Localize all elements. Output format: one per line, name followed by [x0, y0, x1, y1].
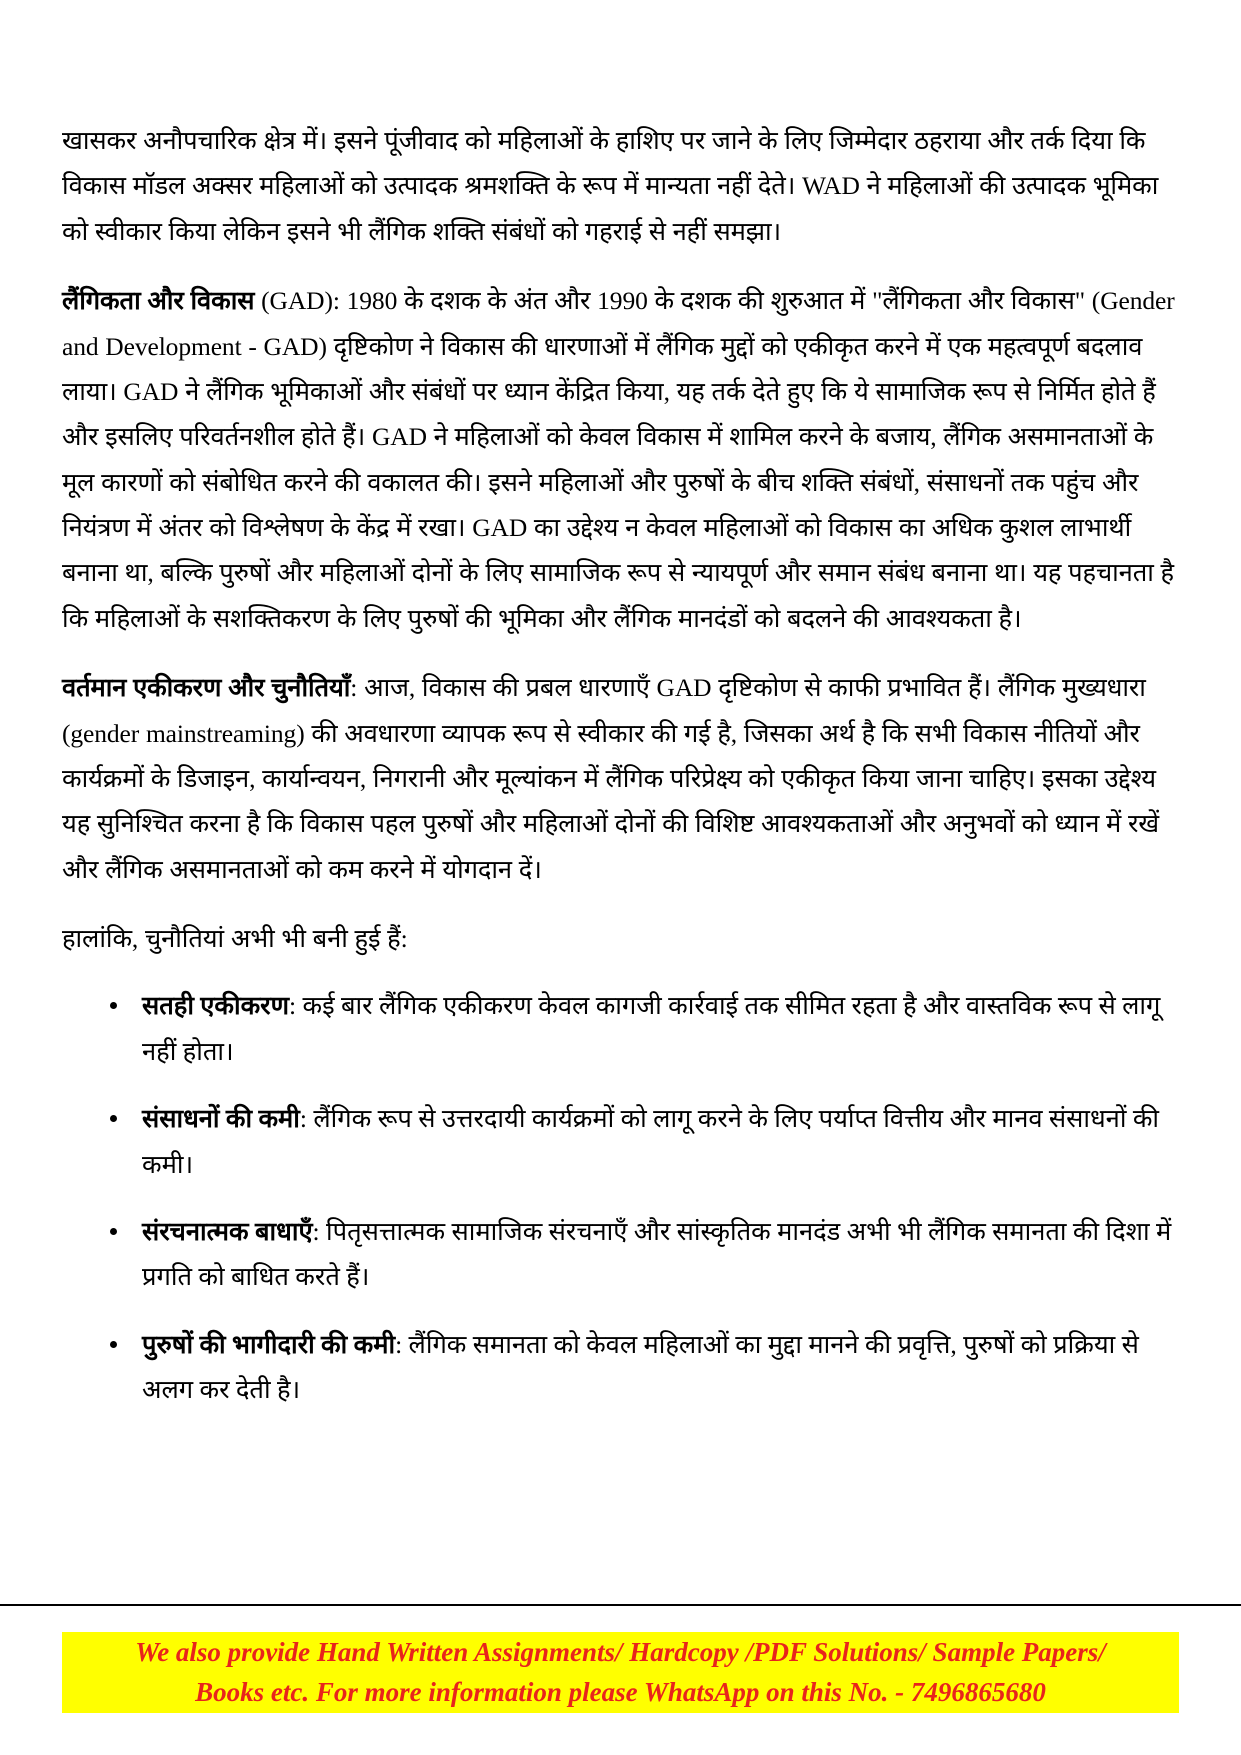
- list-item-heading-suffix: :: [299, 1104, 314, 1134]
- paragraph-3: [62, 665, 1180, 892]
- list-item-heading-suffix: :: [312, 1216, 327, 1246]
- list-item: [138, 983, 1180, 1074]
- list-item-heading-suffix: :: [395, 1329, 409, 1359]
- list-item-text: लैंगिक समानता को केवल महिलाओं का मुद्दा मानने की प्रवृत्ति, पुरुषों को प्रक्रिया से अलग कर देती है।: [142, 1329, 1139, 1404]
- list-item-heading: सतही एकीकरण: [142, 991, 290, 1021]
- list-item-heading: संसाधनों की कमी: [142, 1104, 300, 1134]
- list-item-heading: संरचनात्मक बाधाएँ: [142, 1216, 313, 1246]
- paragraph-3-text: आज, विकास की प्रबल धारणाएँ GAD दृष्टिकोण से काफी प्रभावित हैं। लैंगिक मुख्यधारा (gender mainstreaming) की अवधारणा व्यापक रूप से स्वीकार की गई है, जिसका अर्थ है कि सभी विकास नीतियों और कार्यक्रमों के डिजाइन, कार्यान्वयन, निगरानी और मूल्यांकन में लैंगिक परिप्रेक्ष्य को एकीकृत किया जाना चाहिए। इसका उद्देश्य यह सुनिश्चित करना है कि विकास पहल पुरुषों और महिलाओं दोनों की विशिष्ट आवश्यकताओं और अनुभवों को ध्यान में रखें और लैंगिक असमानताओं को कम करने में योगदान दें।: [62, 673, 1160, 884]
- promo-banner: [0, 1604, 1241, 1755]
- paragraph-4-text: हालांकि, चुनौतियां अभी भी बनी हुई हैं:: [62, 924, 408, 953]
- paragraph-4: [62, 916, 1180, 961]
- paragraph-3-heading-suffix: :: [350, 673, 365, 703]
- paragraph-1: [62, 118, 1180, 254]
- promo-line-1: We also provide Hand Written Assignments/ Hardcopy /PDF Solutions/ Sample Papers/: [62, 1632, 1179, 1672]
- promo-line-1-wrap: [62, 1632, 1179, 1672]
- list-item-text: कई बार लैंगिक एकीकरण केवल कागजी कार्रवाई तक सीमित रहता है और वास्तविक रूप से लागू नहीं होता।: [142, 991, 1161, 1066]
- paragraph-2-heading-suffix: (GAD):: [254, 286, 347, 316]
- list-item-heading: पुरुषों की भागीदारी की कमी: [142, 1329, 396, 1359]
- paragraph-1-text: खासकर अनौपचारिक क्षेत्र में। इसने पूंजीवाद को महिलाओं के हाशिए पर जाने के लिए जिम्मेदार ठहराया और तर्क दिया कि विकास मॉडल अक्सर महिलाओं को उत्पादक श्रमशक्ति के रूप में मान्यता नहीं देते। WAD ने महिलाओं की उत्पादक भूमिका को स्वीकार किया लेकिन इसने भी लैंगिक शक्ति संबंधों को गहराई से नहीं समझा।: [62, 126, 1159, 246]
- promo-banner-inner: [62, 1632, 1179, 1713]
- list-item-heading-suffix: :: [289, 991, 303, 1021]
- list-item: [138, 1322, 1180, 1413]
- list-item: [138, 1096, 1180, 1187]
- paragraph-2: [62, 278, 1180, 641]
- list-item-text: लैंगिक रूप से उत्तरदायी कार्यक्रमों को लागू करने के लिए पर्याप्त वित्तीय और मानव संसाधनों की कमी।: [142, 1104, 1160, 1179]
- paragraph-3-heading: वर्तमान एकीकरण और चुनौतियाँ: [62, 673, 351, 703]
- paragraph-2-heading: लैंगिकता और विकास: [62, 286, 255, 316]
- promo-line-2-wrap: [62, 1672, 1179, 1712]
- challenges-list: [62, 983, 1180, 1412]
- list-item: [138, 1209, 1180, 1300]
- paragraph-2-text: 1980 के दशक के अंत और 1990 के दशक की शुरुआत में "लैंगिकता और विकास" (Gender and Development - GAD) दृष्टिकोण ने विकास की धारणाओं में लैंगिक मुद्दों को एकीकृत करने में एक महत्वपूर्ण बदलाव लाया। GAD ने लैंगिक भूमिकाओं और संबंधों पर ध्यान केंद्रित किया, यह तर्क देते हुए कि ये सामाजिक रूप से निर्मित होते हैं और इसलिए परिवर्तनशील होते हैं। GAD ने महिलाओं को केवल विकास में शामिल करने के बजाय, लैंगिक असमानताओं के मूल कारणों को संबोधित करने की वकालत की। इसने महिलाओं और पुरुषों के बीच शक्ति संबंधों, संसाधनों तक पहुंच और नियंत्रण में अंतर को विश्लेषण के केंद्र में रखा। GAD का उद्देश्य न केवल महिलाओं को विकास का अधिक कुशल लाभार्थी बनाना था, बल्कि पुरुषों और महिलाओं दोनों के लिए सामाजिक रूप से न्यायपूर्ण और समान संबंध बनाना था। यह पहचानता है कि महिलाओं के सशक्तिकरण के लिए पुरुषों की भूमिका और लैंगिक मानदंडों को बदलने की आवश्यकता है।: [62, 286, 1175, 633]
- promo-line-2: Books etc. For more information please WhatsApp on this No. - 7496865680: [62, 1672, 1179, 1712]
- document-body: [62, 118, 1180, 1434]
- list-item-text: पितृसत्तात्मक सामाजिक संरचनाएँ और सांस्कृतिक मानदंड अभी भी लैंगिक समानता की दिशा में प्रगति को बाधित करते हैं।: [142, 1216, 1172, 1292]
